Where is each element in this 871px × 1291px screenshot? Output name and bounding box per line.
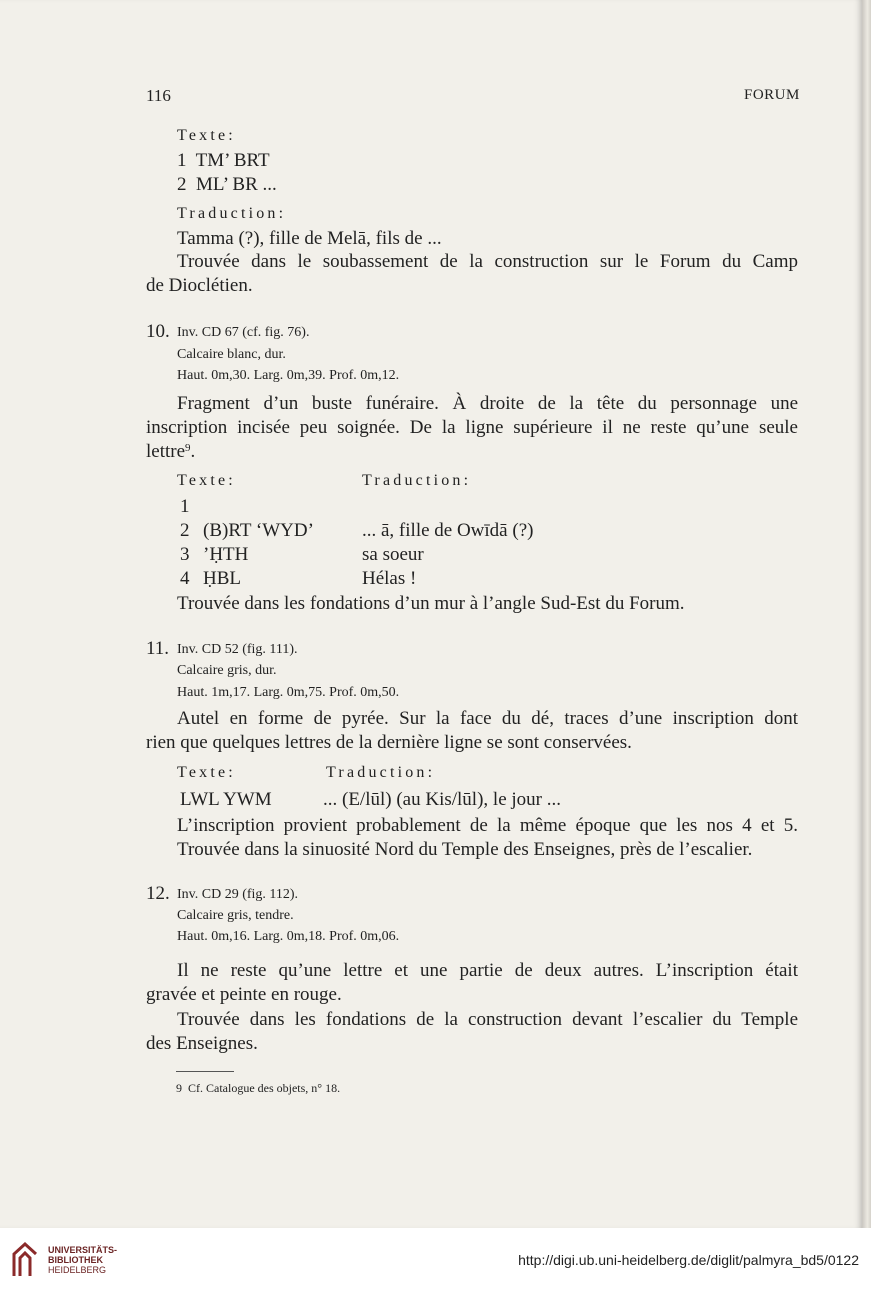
entry-number: 12. bbox=[146, 883, 170, 904]
row-number: 2 bbox=[180, 520, 190, 541]
paragraph-line: Trouvée dans les fondations d’un mur à l’angle Sud-Est du Forum. bbox=[177, 593, 685, 614]
translation-text: Hélas ! bbox=[362, 568, 417, 589]
inscription-text: LWL YWM bbox=[180, 789, 272, 810]
translation-text: sa soeur bbox=[362, 544, 424, 565]
traduction-text: Tamma (?), fille de Melā, fils de ... bbox=[177, 228, 442, 249]
traduction-label: Traduction: bbox=[326, 764, 436, 781]
paragraph-line: gravée et peinte en rouge. bbox=[146, 984, 342, 1005]
footnote-marker: 9 bbox=[185, 442, 191, 454]
inscription-line: 1 TM’ BRT bbox=[177, 150, 270, 171]
inscription-text: (B)RT ‘WYD’ bbox=[203, 520, 314, 541]
inventory-ref: Inv. CD 52 (fig. 111). bbox=[177, 642, 298, 657]
row-number: 4 bbox=[180, 568, 190, 589]
paragraph-line: Il ne reste qu’une lettre et une partie de deux autres. L’inscription était bbox=[177, 960, 798, 981]
row-number: 3 bbox=[180, 544, 190, 565]
translation-text: ... (E/lūl) (au Kis/lūl), le jour ... bbox=[323, 789, 561, 810]
paragraph-line: Autel en forme de pyrée. Sur la face du dé, traces d’une inscription dont bbox=[177, 708, 798, 729]
running-title: FORUM bbox=[744, 87, 800, 103]
dimensions: Haut. 0m,30. Larg. 0m,39. Prof. 0m,12. bbox=[177, 368, 400, 383]
university-library-logo-icon bbox=[10, 1240, 40, 1280]
material: Calcaire blanc, dur. bbox=[177, 347, 286, 362]
inscription-text: ḤBL bbox=[203, 568, 241, 589]
paragraph-line: de Dioclétien. bbox=[146, 275, 253, 296]
dimensions: Haut. 1m,17. Larg. 0m,75. Prof. 0m,50. bbox=[177, 685, 400, 700]
paragraph-line: Fragment d’un buste funéraire. À droite de la tête du personnage une bbox=[177, 393, 798, 414]
inventory-ref: Inv. CD 29 (fig. 112). bbox=[177, 887, 299, 902]
paragraph-line: inscription incisée peu soignée. De la ligne supérieure il ne reste qu’une seule bbox=[146, 417, 798, 438]
translation-text: ... ā, fille de Owīdā (?) bbox=[362, 520, 534, 541]
entry-number: 10. bbox=[146, 321, 170, 342]
paragraph-line: rien que quelques lettres de la dernière ligne se sont conservées. bbox=[146, 732, 632, 753]
footnote: 9 Cf. Catalogue des objets, n° 18. bbox=[176, 1081, 341, 1095]
paragraph-line: des Enseignes. bbox=[146, 1033, 258, 1054]
material: Calcaire gris, dur. bbox=[177, 663, 277, 678]
texte-label: Texte: bbox=[177, 127, 236, 144]
row-number: 1 bbox=[180, 496, 190, 517]
page-number: 116 bbox=[146, 86, 171, 105]
dimensions: Haut. 0m,16. Larg. 0m,18. Prof. 0m,06. bbox=[177, 929, 400, 944]
paragraph-line: Trouvée dans les fondations de la construction devant l’escalier du Temple bbox=[177, 1009, 798, 1030]
inventory-ref: Inv. CD 67 (cf. fig. 76). bbox=[177, 325, 310, 340]
inscription-text: ’ḤTH bbox=[203, 544, 249, 565]
entry-number: 11. bbox=[146, 638, 170, 659]
paragraph-line: Trouvée dans la sinuosité Nord du Temple des Enseignes, près de l’escalier. bbox=[177, 839, 753, 860]
paragraph-line: Trouvée dans le soubassement de la construction sur le Forum du Camp bbox=[177, 251, 798, 272]
texte-label: Texte: bbox=[177, 764, 236, 781]
viewer-footer bbox=[0, 1228, 871, 1291]
paragraph-line: lettre$^9$. bbox=[146, 441, 196, 462]
permalink-url[interactable]: http://digi.ub.uni-heidelberg.de/diglit/palmyra_bd5/0122 bbox=[518, 1252, 859, 1268]
texte-label: Texte: bbox=[177, 472, 236, 489]
material: Calcaire gris, tendre. bbox=[177, 908, 294, 923]
traduction-label: Traduction: bbox=[362, 472, 472, 489]
inscription-line: 2 ML’ BR ... bbox=[177, 174, 277, 195]
page-edge bbox=[862, 0, 871, 1228]
traduction-label: Traduction: bbox=[177, 205, 287, 222]
paragraph-line: L’inscription provient probablement de la même époque que les nos 4 et 5. bbox=[177, 815, 798, 836]
library-name: UNIVERSITÄTS- BIBLIOTHEK HEIDELBERG bbox=[48, 1245, 118, 1275]
footnote-rule bbox=[176, 1071, 234, 1072]
